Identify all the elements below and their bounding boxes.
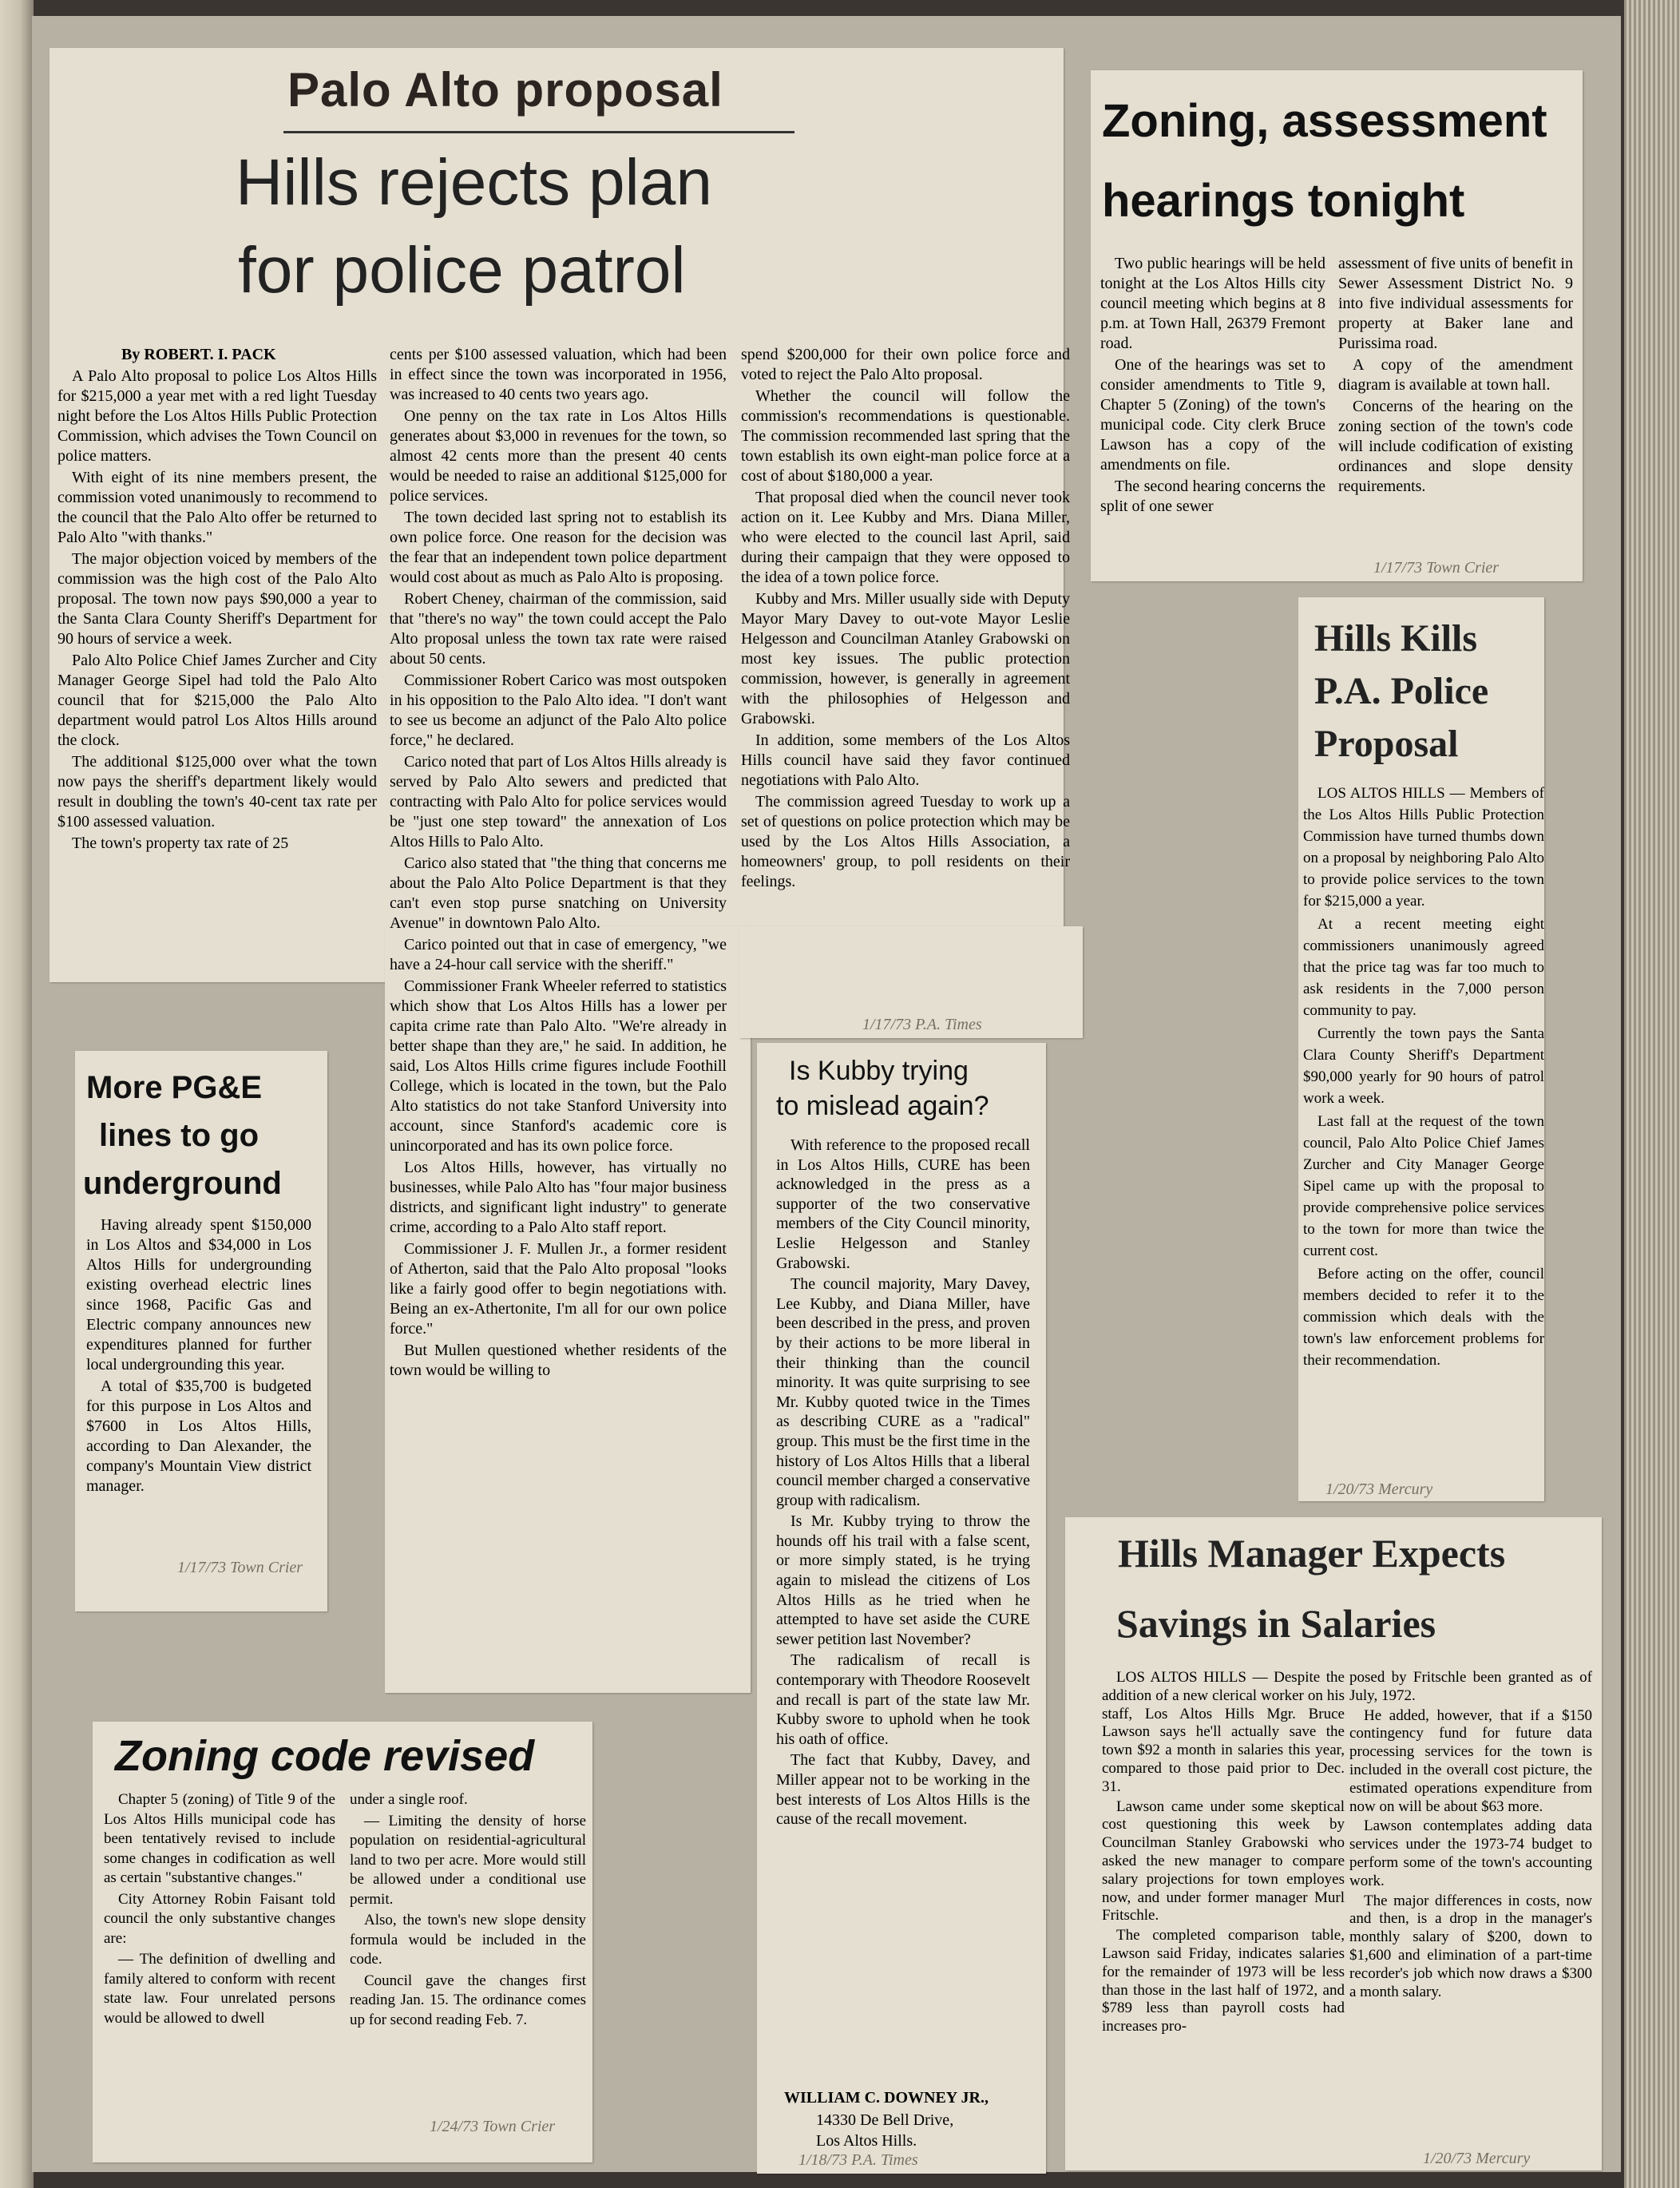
paragraph: With eight of its nine members present, the commission voted unanimously to recommend to the council that the Palo Alto offer be returned to Palo Alto "with thanks." — [57, 469, 377, 546]
paragraph: Commissioner Robert Carico was most outspoken in his opposition to the Palo Alto idea. "I don't want to see us become an adjunct of the Palo Alto police force," he declared. — [390, 672, 727, 749]
headline: Zoning, assessment — [1102, 95, 1547, 147]
paragraph: The major objection voiced by members of the commission was the high cost of the Palo Alto proposal. The town now pays $90,000 a year to the Santa Clara County Sheriff's Department for 90 hours of service a week. — [57, 550, 377, 648]
paragraph: He added, however, that if a $150 contingency fund for future data processing services for the town is included in the overall cost picture, the estimated operations expenditure from now on will be about $63 more. — [1349, 1706, 1592, 1815]
headline-line2: P.A. Police — [1314, 670, 1489, 712]
headline: Hills rejects plan — [236, 146, 712, 219]
byline: By ROBERT. I. PACK — [121, 346, 276, 363]
paragraph: With reference to the proposed recall in Los Altos Hills, CURE has been acknowledged in the press as a supporter of the two conservative members of the City Council minority, Leslie Helgesson and Stanley Grabowski. — [776, 1136, 1030, 1272]
paragraph: Having already spent $150,000 in Los Altos and $34,000 in Los Altos Hills for undergrounding existing overhead electric lines since 1968, Pacific Gas and Electric company announces new expenditures planned for further local undergrounding this year. — [86, 1216, 311, 1373]
paragraph: Is Mr. Kubby trying to throw the hounds off his trail with a false scent, or more simply stated, is he trying again to mislead the citizens of Los Altos Hills as he tried when he attempted to have set aside the CURE sewer petition last November? — [776, 1512, 1030, 1648]
article-col-1 — [104, 1790, 335, 2028]
paragraph: City Attorney Robin Faisant told council the only substantive changes are: — [104, 1890, 335, 1947]
article-col-2 — [1338, 254, 1573, 497]
paragraph: Commissioner Frank Wheeler referred to statistics which show that Los Altos Hills has a lower per capita crime rate than Palo Alto. "We're already in better shape than they are," he said. In addition, he said, Los Altos Hills crime figures include Foothill College, which is located in the town, but the Palo Alto statistics do not take Stanford University into account, since Stanford's academic core is unincorporated and has its own police force. — [390, 977, 727, 1155]
paragraph: Whether the council will follow the commission's recommendations is questionable. The commission recommended last spring that the town establish its own eight-man police force at a cost of about $180,000 a year. — [741, 387, 1070, 485]
paragraph: spend $200,000 for their own police force and voted to reject the Palo Alto proposal. — [741, 346, 1070, 383]
date-stamp: 1/20/73 Mercury — [1423, 2150, 1531, 2167]
paragraph: The commission agreed Tuesday to work up a set of questions on police protection which may be used by the Los Altos Hills Association, a homeowners' group, to poll residents on their feelings. — [741, 793, 1070, 890]
paragraph: Lawson came under some skeptical cost questioning this week by Councilman Stanley Grabowski who asked the new manager to compare salary projections for town employes now, and under former manager Murl Fritschle. — [1102, 1798, 1345, 1924]
paragraph: The town's property tax rate of 25 — [72, 834, 289, 852]
paragraph: The council majority, Mary Davey, Lee Kubby, and Diana Miller, have been described in the press, and proven by their actions to be more liberal in their thinking than the council minority. It was quite surprising to see Mr. Kubby quoted twice in the Times as describing CURE as a "radical" group. This must be the first time in the history of Los Altos Hills that a liberal council member charged a conservative group with radicalism. — [776, 1275, 1030, 1509]
paragraph: Before acting on the offer, council members decided to refer it to the commission which deals with the town's law enforcement problems for their recommendation. — [1303, 1266, 1544, 1369]
kicker: Palo Alto proposal — [287, 63, 723, 117]
paragraph: Two public hearings will be held tonight at the Los Altos Hills city council meeting which begins at 8 p.m. at Town Hall, 26379 Fremont road. — [1100, 255, 1325, 352]
kicker-rule — [283, 131, 794, 133]
paragraph: cents per $100 assessed valuation, which had been in effect since the town was incorporated in 1956, was increased to 40 cents two years ago. — [390, 346, 727, 403]
article-body — [1303, 783, 1544, 1371]
binder-right-edge — [1624, 0, 1680, 2188]
paragraph: Carico noted that part of Los Altos Hills already is served by Palo Alto sewers and predicted that contracting with Palo Alto for police services would be "just one step toward" the annexation of Los Altos Hills to Palo Alto. — [390, 753, 727, 850]
headline: Is Kubby trying — [789, 1056, 969, 1086]
headline: Hills Manager Expects — [1118, 1531, 1506, 1576]
paragraph: Robert Cheney, chairman of the commission, said that "there's no way" the town could accept the Palo Alto proposal unless the town tax rate were raised about 50 cents. — [390, 590, 727, 668]
paragraph: Kubby and Mrs. Miller usually side with Deputy Mayor Mary Davey to out-vote Mayor Leslie Helgesson and Councilman Atanley Grabowski on most key issues. The public protection commission, however, is generally in agreement with the philosophies of Helgesson and Grabowski. — [741, 590, 1070, 727]
date-stamp: 1/24/73 Town Crier — [430, 2118, 556, 2135]
paragraph: Last fall at the request of the town council, Palo Alto Police Chief James Zurcher and City Manager George Sipel came up with the proposal to provide comprehensive police services to the town for more than twice the current cost. — [1303, 1113, 1544, 1259]
headline-line3: Proposal — [1314, 723, 1459, 765]
paragraph: The major differences in costs, now and then, is a drop in the manager's monthly salary of $200, down to $1,600 and elimination of a part-time recorder's job which now draws a $300 a month salary. — [1349, 1892, 1592, 2000]
headline: More PG&E — [86, 1070, 263, 1105]
article-col-1 — [1102, 1669, 1345, 2036]
headline: Hills Kills — [1314, 617, 1478, 660]
paragraph: The completed comparison table, Lawson said Friday, indicates salaries for the remainder of 1973 will be less than those in the last half of 1972, and $789 less than payroll costs had increases pro- — [1102, 1927, 1345, 2035]
article-col-2 — [350, 1790, 586, 2030]
article-col-2 — [390, 345, 727, 1381]
paragraph: Also, the town's new slope density formula would be included in the code. — [350, 1912, 586, 1968]
paragraph: The second hearing concerns the split of one sewer — [1100, 478, 1325, 515]
paragraph: Concerns of the hearing on the zoning section of the town's code will include codification of existing ordinances and slope density requirements. — [1338, 398, 1573, 495]
binder-left-edge — [0, 0, 34, 2188]
paragraph: LOS ALTOS HILLS — Members of the Los Altos Hills Public Protection Commission have turned thumbs down on a proposal by neighboring Palo Alto to provide police services to the town for $215,000 a year. — [1303, 785, 1544, 910]
paragraph: One penny on the tax rate in Los Altos Hills generates about $3,000 in revenues for the town, so almost 42 cents more than the present 40 cents would be needed to raise an additional $125,000 for police services. — [390, 407, 727, 505]
date-stamp: 1/17/73 Town Crier — [1373, 559, 1500, 577]
paragraph: Carico pointed out that in case of emergency, "we have a 24-hour call service with the sheriff." — [390, 936, 727, 973]
paragraph: posed by Fritschle been granted as of July, 1972. — [1349, 1669, 1592, 1704]
paragraph: Commissioner J. F. Mullen Jr., a former resident of Atherton, said that the Palo Alto proposal "looks like a fairly good offer to begin negotiations with. Being an ex-Athertonite, I'm all for our own police force." — [390, 1240, 727, 1338]
paragraph: — Limiting the density of horse population on residential-agricultural land to two per acre. More would still be allowed under a conditional use permit. — [350, 1812, 586, 1908]
paragraph: Council gave the changes first reading Jan. 15. The ordinance comes up for second reading Feb. 7. — [350, 1972, 586, 2028]
article-body — [86, 1215, 311, 1496]
headline-line2: to mislead again? — [776, 1091, 989, 1121]
headline-line2: for police patrol — [238, 234, 686, 307]
paragraph: LOS ALTOS HILLS — Despite the addition of a new clerical worker on his staff, Los Altos Hills Mgr. Bruce Lawson says he'll actually save the town $92 a month in salaries this year, compared to those paid prior to Dec. 31. — [1102, 1669, 1345, 1795]
headline-line2: Savings in Salaries — [1116, 1601, 1436, 1646]
paragraph: Los Altos Hills, however, has virtually no businesses, while Palo Alto has "four major business districts, and significant light industry" to generate crime, according to a Palo Alto staff report. — [390, 1159, 727, 1236]
headline-line2: lines to go — [99, 1118, 259, 1153]
paragraph: A Palo Alto proposal to police Los Altos Hills for $215,000 a year met with a red light Tuesday night before the Los Altos Hills Public Protection Commission, which advises the Town Council on police matters. — [57, 367, 377, 465]
paragraph: That proposal died when the council never took action on it. Lee Kubby and Mrs. Diana Miller, who were elected to the council last April, said during their campaign that they were opposed to the idea of a town police force. — [741, 489, 1070, 586]
paragraph: The radicalism of recall is contemporary with Theodore Roosevelt and recall is part of the state law Mr. Kubby swore to uphold when he took his oath of office. — [776, 1651, 1030, 1748]
date-stamp: 1/20/73 Mercury — [1325, 1480, 1433, 1498]
paragraph: The additional $125,000 over what the town now pays the sheriff's department likely would result in doubling the town's 40-cent tax rate per $100 assessed valuation. — [57, 753, 377, 830]
article-col-1 — [1100, 254, 1325, 517]
article-body — [776, 1136, 1030, 1829]
signature: WILLIAM C. DOWNEY JR., — [784, 2089, 989, 2107]
paragraph: A total of $35,700 is budgeted for this purpose in Los Altos and $7600 in Los Altos Hills, according to Dan Alexander, the company's Mountain View district manager. — [86, 1377, 311, 1495]
signature-city: Los Altos Hills. — [816, 2132, 917, 2150]
headline-line3: underground — [83, 1166, 282, 1201]
paragraph: A copy of the amendment diagram is available at town hall. — [1338, 356, 1573, 394]
headline-line2: hearings tonight — [1102, 175, 1465, 227]
paragraph: under a single roof. — [350, 1791, 468, 1808]
paragraph: The fact that Kubby, Davey, and Miller appear not to be working in the best interests of Los Altos Hills is the cause of the recall movement. — [776, 1751, 1030, 1829]
article-col-2 — [1349, 1669, 1592, 2001]
paragraph: Currently the town pays the Santa Clara County Sheriff's Department $90,000 yearly for 90 hours of patrol work a week. — [1303, 1025, 1544, 1107]
date-stamp: 1/18/73 P.A. Times — [798, 2151, 918, 2169]
date-stamp: 1/17/73 P.A. Times — [862, 1016, 982, 1033]
article-col-1 — [57, 345, 377, 854]
paragraph: Palo Alto Police Chief James Zurcher and City Manager George Sipel had told the Palo Alto council that for $215,000 the Palo Alto department would patrol Los Altos Hills around the clock. — [57, 652, 377, 749]
paragraph: At a recent meeting eight commissioners unanimously agreed that the price tag was far too much to ask residents in the 7,000 person community to pay. — [1303, 916, 1544, 1019]
paragraph: One of the hearings was set to consider amendments to Title 9, Chapter 5 (Zoning) of the town's municipal code. City clerk Bruce Lawson has a copy of the amendments on file. — [1100, 356, 1325, 474]
date-stamp: 1/17/73 Town Crier — [177, 1559, 303, 1576]
paragraph: assessment of five units of benefit in Sewer Assessment District No. 9 into five individual assessments for property at Baker lane and Purissima road. — [1338, 255, 1573, 352]
paragraph: Carico also stated that "the thing that concerns me about the Palo Alto Police Department is that they can't even stop purse snatching on University Avenue" in downtown Palo Alto. — [390, 854, 727, 932]
signature-address: 14330 De Bell Drive, — [816, 2111, 954, 2129]
paragraph: But Mullen questioned whether residents of the town would be willing to — [390, 1342, 727, 1379]
paragraph: In addition, some members of the Los Altos Hills council have said they favor continued negotiations with Palo Alto. — [741, 731, 1070, 789]
paragraph: The town decided last spring not to establish its own police force. One reason for the decision was the fear that an independent town police department would cost about as much as Palo Alto is proposing. — [390, 509, 727, 586]
article-col-3 — [741, 345, 1070, 892]
headline: Zoning code revised — [115, 1732, 535, 1780]
paragraph: Lawson contemplates adding data services under the 1973-74 budget to perform some of the town's accounting work. — [1349, 1817, 1592, 1889]
paragraph: — The definition of dwelling and family altered to conform with recent state law. Four unrelated persons would be allowed to dwell — [104, 1951, 335, 2027]
paragraph: Chapter 5 (zoning) of Title 9 of the Los Altos Hills municipal code has been tentatively revised to include some changes in codification as well as certain "substantive changes." — [104, 1791, 335, 1886]
